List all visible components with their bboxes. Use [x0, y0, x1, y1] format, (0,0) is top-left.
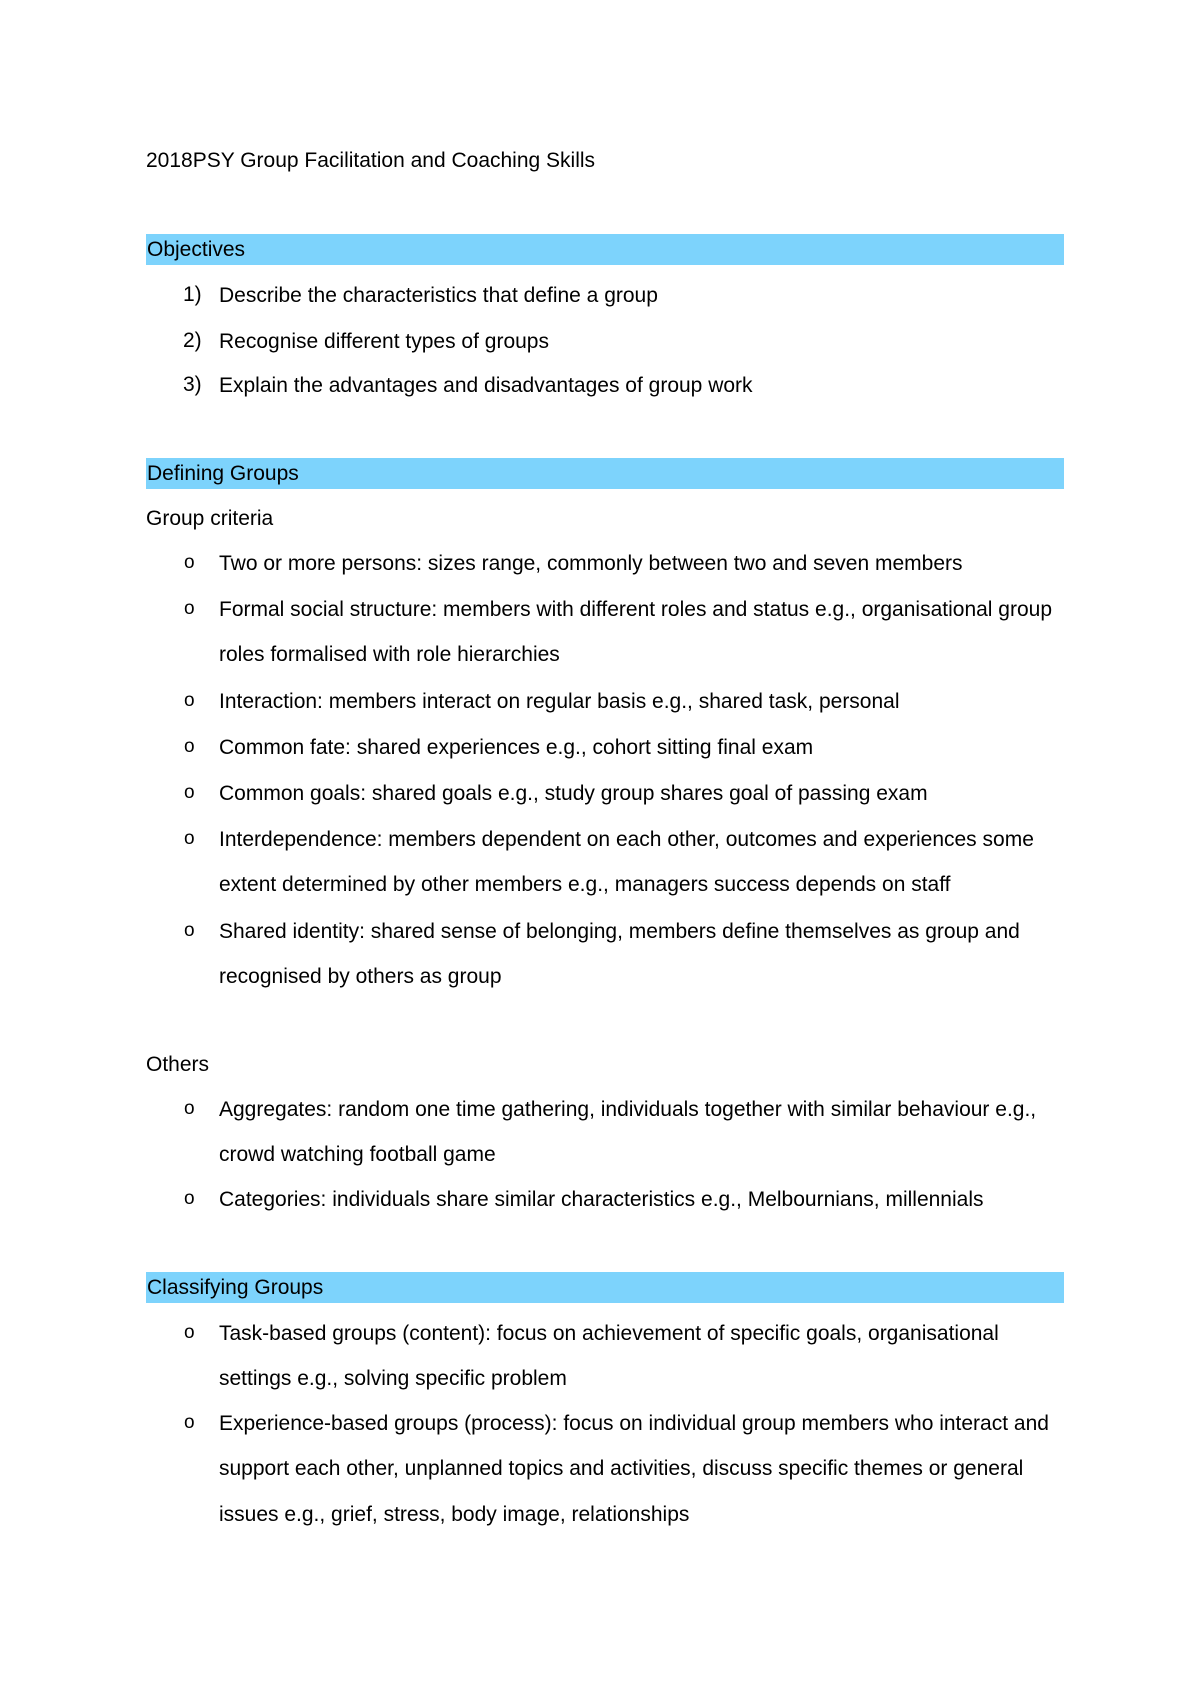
others-text: Aggregates: random one time gathering, individuals together with similar behaviour e.g., crowd watching football game	[219, 1097, 1037, 1166]
criteria-text: Two or more persons: sizes range, commonly between two and seven members	[219, 551, 963, 575]
objective-text: Recognise different types of groups	[219, 329, 549, 353]
others-text: Categories: individuals share similar characteristics e.g., Melbournians, millennials	[219, 1187, 984, 1211]
bullet-marker: o	[184, 598, 195, 619]
objective-text: Explain the advantages and disadvantages of group work	[219, 373, 753, 397]
group-criteria-subheading: Group criteria	[146, 507, 274, 530]
list-number: 1)	[183, 283, 202, 306]
others-subheading: Others	[146, 1053, 210, 1076]
bullet-marker: o	[184, 782, 195, 803]
bullet-marker: o	[184, 1188, 195, 1209]
bullet-marker: o	[184, 828, 195, 849]
document-title: 2018PSY Group Facilitation and Coaching Skills	[146, 149, 596, 172]
criteria-text: Common goals: shared goals e.g., study group shares goal of passing exam	[219, 781, 928, 805]
criteria-text: Common fate: shared experiences e.g., cohort sitting final exam	[219, 735, 814, 759]
bullet-marker: o	[184, 1322, 195, 1343]
classifying-text: Experience-based groups (process): focus on individual group members who interact and support each other, unplanned topics and activities, discuss specific themes or general issues e.g., grief, stress, body image, relationships	[219, 1411, 1049, 1526]
list-number: 3)	[183, 373, 202, 396]
bullet-marker: o	[184, 1412, 195, 1433]
objectives-heading: Objectives	[146, 234, 1064, 265]
classifying-groups-heading: Classifying Groups	[146, 1272, 1064, 1303]
bullet-marker: o	[184, 1098, 195, 1119]
bullet-marker: o	[184, 736, 195, 757]
list-number: 2)	[183, 329, 202, 352]
defining-groups-heading: Defining Groups	[146, 458, 1064, 489]
criteria-text: Interdependence: members dependent on each other, outcomes and experiences some extent determined by other members e.g., managers success depends on staff	[219, 827, 1034, 896]
classifying-text: Task-based groups (content): focus on achievement of specific goals, organisational settings e.g., solving specific problem	[219, 1321, 999, 1390]
bullet-marker: o	[184, 690, 195, 711]
criteria-text: Shared identity: shared sense of belonging, members define themselves as group and recognised by others as group	[219, 919, 1020, 988]
bullet-marker: o	[184, 552, 195, 573]
bullet-marker: o	[184, 920, 195, 941]
objective-text: Describe the characteristics that define a group	[219, 283, 658, 307]
criteria-text: Interaction: members interact on regular basis e.g., shared task, personal	[219, 689, 900, 713]
criteria-text: Formal social structure: members with different roles and status e.g., organisational group roles formalised with role hierarchies	[219, 597, 1053, 666]
